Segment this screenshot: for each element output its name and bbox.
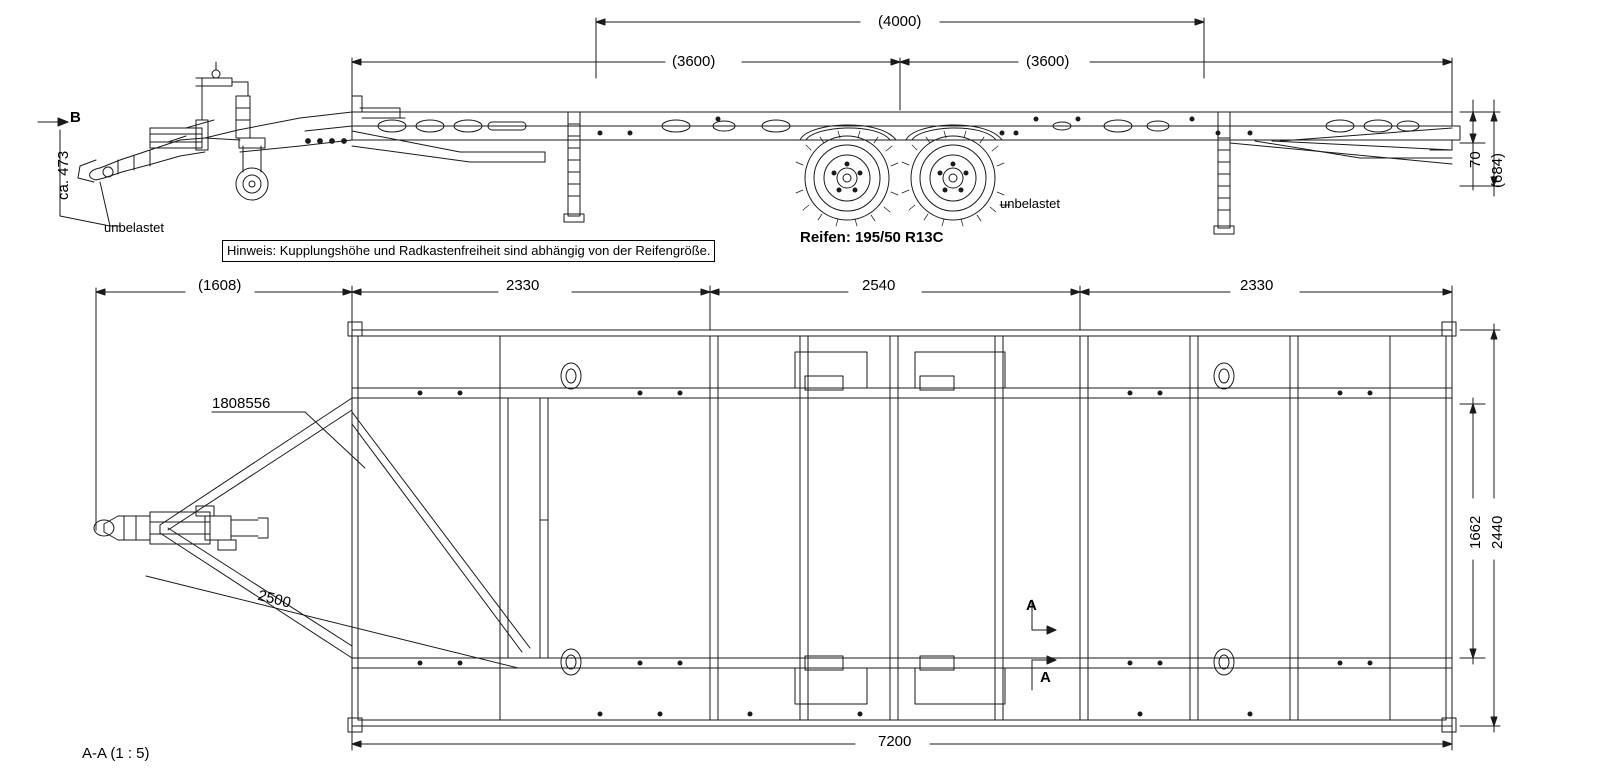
dim-diagonal-2500: 2500 (256, 587, 293, 612)
dim-height-684: (684) (1489, 152, 1506, 188)
unloaded-right-label: unbelastet (1000, 196, 1060, 211)
section-marker-a-top: A (1026, 597, 1037, 614)
dim-seg-3-2330: 2330 (1240, 277, 1274, 294)
view-marker-b: B (70, 109, 81, 126)
dim-drawbar-1608: (1608) (198, 277, 242, 294)
tires-label: Reifen: 195/50 R13C (800, 229, 944, 246)
dim-length-7200: 7200 (878, 733, 912, 750)
dim-seg-1-2330: 2330 (506, 277, 540, 294)
dim-width-1662: 1662 (1467, 515, 1484, 549)
dim-right-3600: (3600) (1026, 53, 1070, 70)
dim-height-70: 70 (1467, 151, 1484, 168)
dim-seg-2-2540: 2540 (862, 277, 896, 294)
dim-left-3600: (3600) (672, 53, 716, 70)
dim-width-2440: 2440 (1489, 515, 1506, 549)
hint-note: Hinweis: Kupplungshöhe und Radkastenfreiheit sind abhängig von der Reifengröße. (222, 240, 715, 262)
coupling-height-label: ca. 473 (55, 150, 72, 200)
unloaded-left-label: unbelastet (104, 220, 164, 235)
section-scale-label: A-A (1 : 5) (82, 745, 150, 762)
section-marker-a-bottom: A (1040, 669, 1051, 686)
dim-total-4000: (4000) (878, 13, 922, 30)
part-number-label: 1808556 (212, 395, 271, 412)
